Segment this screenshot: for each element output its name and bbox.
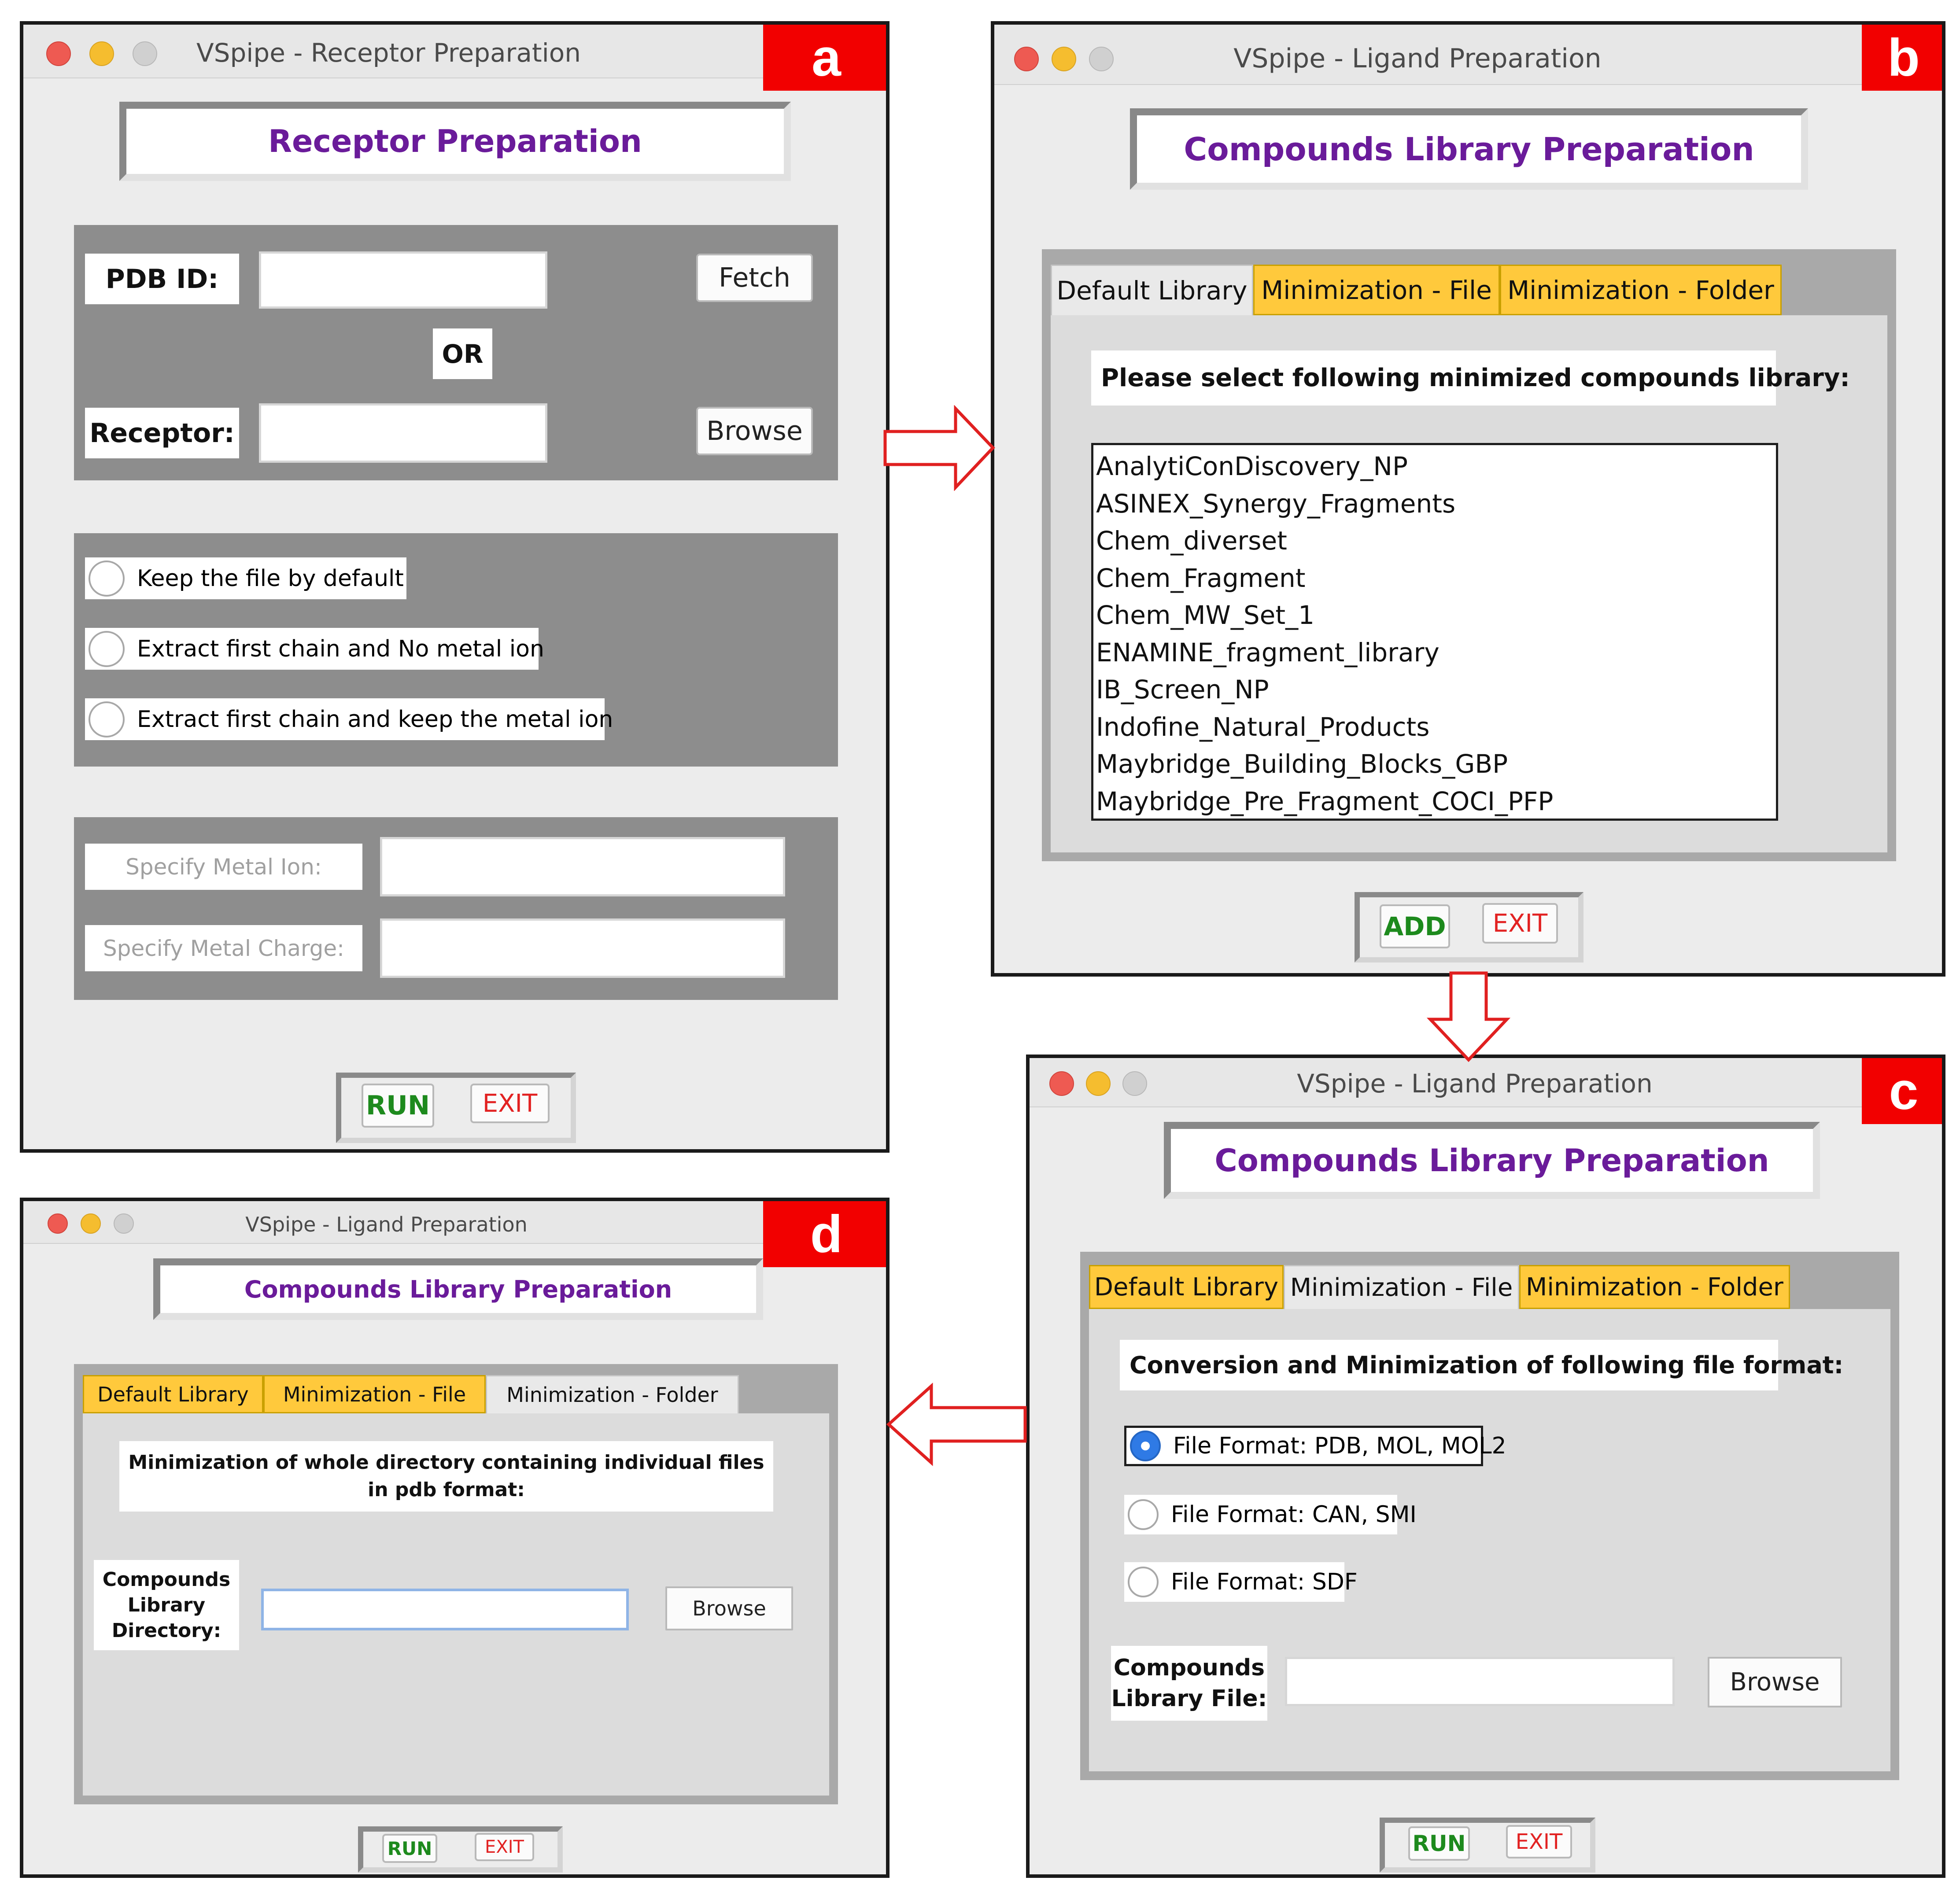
tab-strip — [83, 1375, 739, 1413]
browse-button[interactable]: Browse — [1708, 1657, 1842, 1707]
pdb-id-label: PDB ID: — [85, 254, 239, 304]
metal-ion-label: Specify Metal Ion: — [85, 844, 362, 890]
library-directory-label-line3: Directory: — [111, 1619, 221, 1642]
ligand-preparation-window-default-library — [991, 21, 1945, 977]
tab-minimization-folder[interactable]: Minimization - Folder — [486, 1375, 739, 1413]
option-label: Keep the file by default — [137, 565, 404, 592]
library-list-item[interactable]: Indofine_Natural_Products — [1096, 712, 1430, 742]
tab-minimization-file[interactable]: Minimization - File — [263, 1375, 486, 1413]
option-first-chain-keep-metal[interactable] — [85, 698, 613, 740]
metal-ion-input[interactable] — [380, 837, 785, 896]
library-list-item[interactable]: Maybridge_Building_Blocks_GBP — [1096, 749, 1508, 779]
tab-minimization-folder[interactable]: Minimization - Folder — [1500, 265, 1782, 315]
library-list-item[interactable]: ENAMINE_fragment_library — [1096, 637, 1440, 667]
format-label: File Format: CAN, SMI — [1171, 1501, 1417, 1528]
tab-minimization-file[interactable]: Minimization - File — [1284, 1265, 1519, 1309]
or-label: OR — [433, 328, 492, 379]
format-label: File Format: PDB, MOL, MOL2 — [1173, 1433, 1506, 1459]
receptor-label: Receptor: — [85, 408, 239, 458]
tab-strip — [1051, 265, 1782, 315]
option-keep-default[interactable] — [85, 557, 406, 599]
page-heading: Compounds Library Preparation — [1164, 1122, 1820, 1199]
ligand-preparation-window-minimization-file — [1026, 1055, 1945, 1878]
window-title: VSpipe - Ligand Preparation — [245, 1213, 528, 1236]
format-can-smi[interactable] — [1124, 1495, 1417, 1534]
format-label: File Format: SDF — [1171, 1569, 1358, 1595]
tab-minimization-file[interactable]: Minimization - File — [1253, 265, 1500, 315]
window-title: VSpipe - Ligand Preparation — [1297, 1069, 1653, 1099]
run-button[interactable]: RUN — [382, 1834, 437, 1863]
panel-label: b — [1862, 25, 1945, 91]
option-label: Extract first chain and keep the metal ion — [137, 706, 613, 733]
library-listbox[interactable] — [1091, 443, 1778, 821]
metal-charge-input[interactable] — [380, 918, 785, 978]
library-list-item[interactable]: Maybridge_Pre_Fragment_COCI_PFP — [1096, 786, 1554, 816]
tab-default-library[interactable]: Default Library — [1089, 1265, 1284, 1309]
exit-button[interactable]: EXIT — [470, 1084, 550, 1123]
panel-label: a — [763, 25, 890, 91]
receptor-preparation-window — [20, 21, 890, 1153]
library-directory-label-line2: Library — [127, 1593, 206, 1616]
option-radio[interactable] — [89, 631, 125, 667]
title-bar[interactable] — [994, 25, 1942, 85]
exit-button[interactable]: EXIT — [1506, 1825, 1572, 1858]
instruction-label: Conversion and Minimization of following file format: — [1120, 1340, 1778, 1390]
panel-label: d — [763, 1201, 890, 1267]
instruction-label: Please select following minimized compounds library: — [1091, 350, 1776, 406]
browse-button[interactable]: Browse — [696, 407, 813, 455]
format-pdb-mol-mol2[interactable] — [1124, 1426, 1506, 1466]
run-button[interactable]: RUN — [1408, 1826, 1470, 1861]
instruction-line2: in pdb format: — [368, 1479, 525, 1501]
tab-default-library[interactable]: Default Library — [83, 1375, 263, 1413]
panel-label: c — [1862, 1058, 1945, 1124]
metal-charge-label: Specify Metal Charge: — [85, 925, 362, 971]
option-label: Extract first chain and No metal ion — [137, 635, 544, 662]
title-bar[interactable] — [1030, 1058, 1942, 1107]
tab-strip — [1089, 1265, 1790, 1309]
library-file-input[interactable] — [1285, 1657, 1675, 1706]
library-list-item[interactable]: AnalytiConDiscovery_NP — [1096, 451, 1408, 481]
exit-button[interactable]: EXIT — [1482, 903, 1558, 944]
window-title: VSpipe - Receptor Preparation — [196, 38, 581, 68]
page-heading: Receptor Preparation — [119, 102, 791, 181]
arrow-down-icon — [1427, 971, 1510, 1063]
format-sdf[interactable] — [1124, 1562, 1358, 1602]
option-first-chain-no-metal[interactable] — [85, 628, 544, 670]
run-button[interactable]: RUN — [362, 1084, 434, 1128]
add-button[interactable]: ADD — [1380, 904, 1450, 948]
browse-button[interactable]: Browse — [665, 1586, 793, 1630]
library-directory-label — [94, 1560, 239, 1650]
library-directory-label-line1: Compounds — [102, 1568, 231, 1591]
library-directory-input[interactable] — [261, 1589, 629, 1630]
instruction-label — [119, 1441, 773, 1512]
receptor-file-input[interactable] — [259, 403, 547, 463]
tab-minimization-folder[interactable]: Minimization - Folder — [1519, 1265, 1790, 1309]
library-file-label-line1: Compounds — [1113, 1655, 1265, 1681]
library-list-item[interactable]: ASINEX_Synergy_Fragments — [1096, 488, 1456, 519]
option-radio[interactable] — [89, 701, 125, 738]
option-radio[interactable] — [89, 560, 125, 597]
library-list-item[interactable]: Chem_MW_Set_1 — [1096, 600, 1314, 630]
format-radio[interactable] — [1128, 1567, 1159, 1597]
arrow-right-icon — [883, 405, 997, 491]
pdb-id-input[interactable] — [259, 251, 547, 309]
page-heading: Compounds Library Preparation — [153, 1258, 763, 1320]
format-radio[interactable] — [1130, 1431, 1161, 1461]
library-file-label-line2: Library File: — [1111, 1685, 1267, 1712]
instruction-line1: Minimization of whole directory containing individual files — [128, 1451, 764, 1474]
format-radio[interactable] — [1128, 1499, 1159, 1530]
fetch-button[interactable]: Fetch — [696, 254, 813, 302]
tab-default-library[interactable]: Default Library — [1051, 265, 1253, 315]
exit-button[interactable]: EXIT — [475, 1833, 534, 1861]
ligand-preparation-window-minimization-folder — [20, 1198, 890, 1878]
title-bar[interactable] — [23, 25, 886, 78]
window-title: VSpipe - Ligand Preparation — [1233, 43, 1602, 74]
library-file-label — [1111, 1646, 1267, 1721]
arrow-left-icon — [885, 1383, 1028, 1466]
page-heading: Compounds Library Preparation — [1130, 108, 1808, 190]
title-bar[interactable] — [23, 1201, 886, 1244]
library-list-item[interactable]: Chem_Fragment — [1096, 563, 1306, 593]
library-list-item[interactable]: Chem_diverset — [1096, 526, 1287, 556]
library-list-item[interactable]: IB_Screen_NP — [1096, 675, 1269, 704]
